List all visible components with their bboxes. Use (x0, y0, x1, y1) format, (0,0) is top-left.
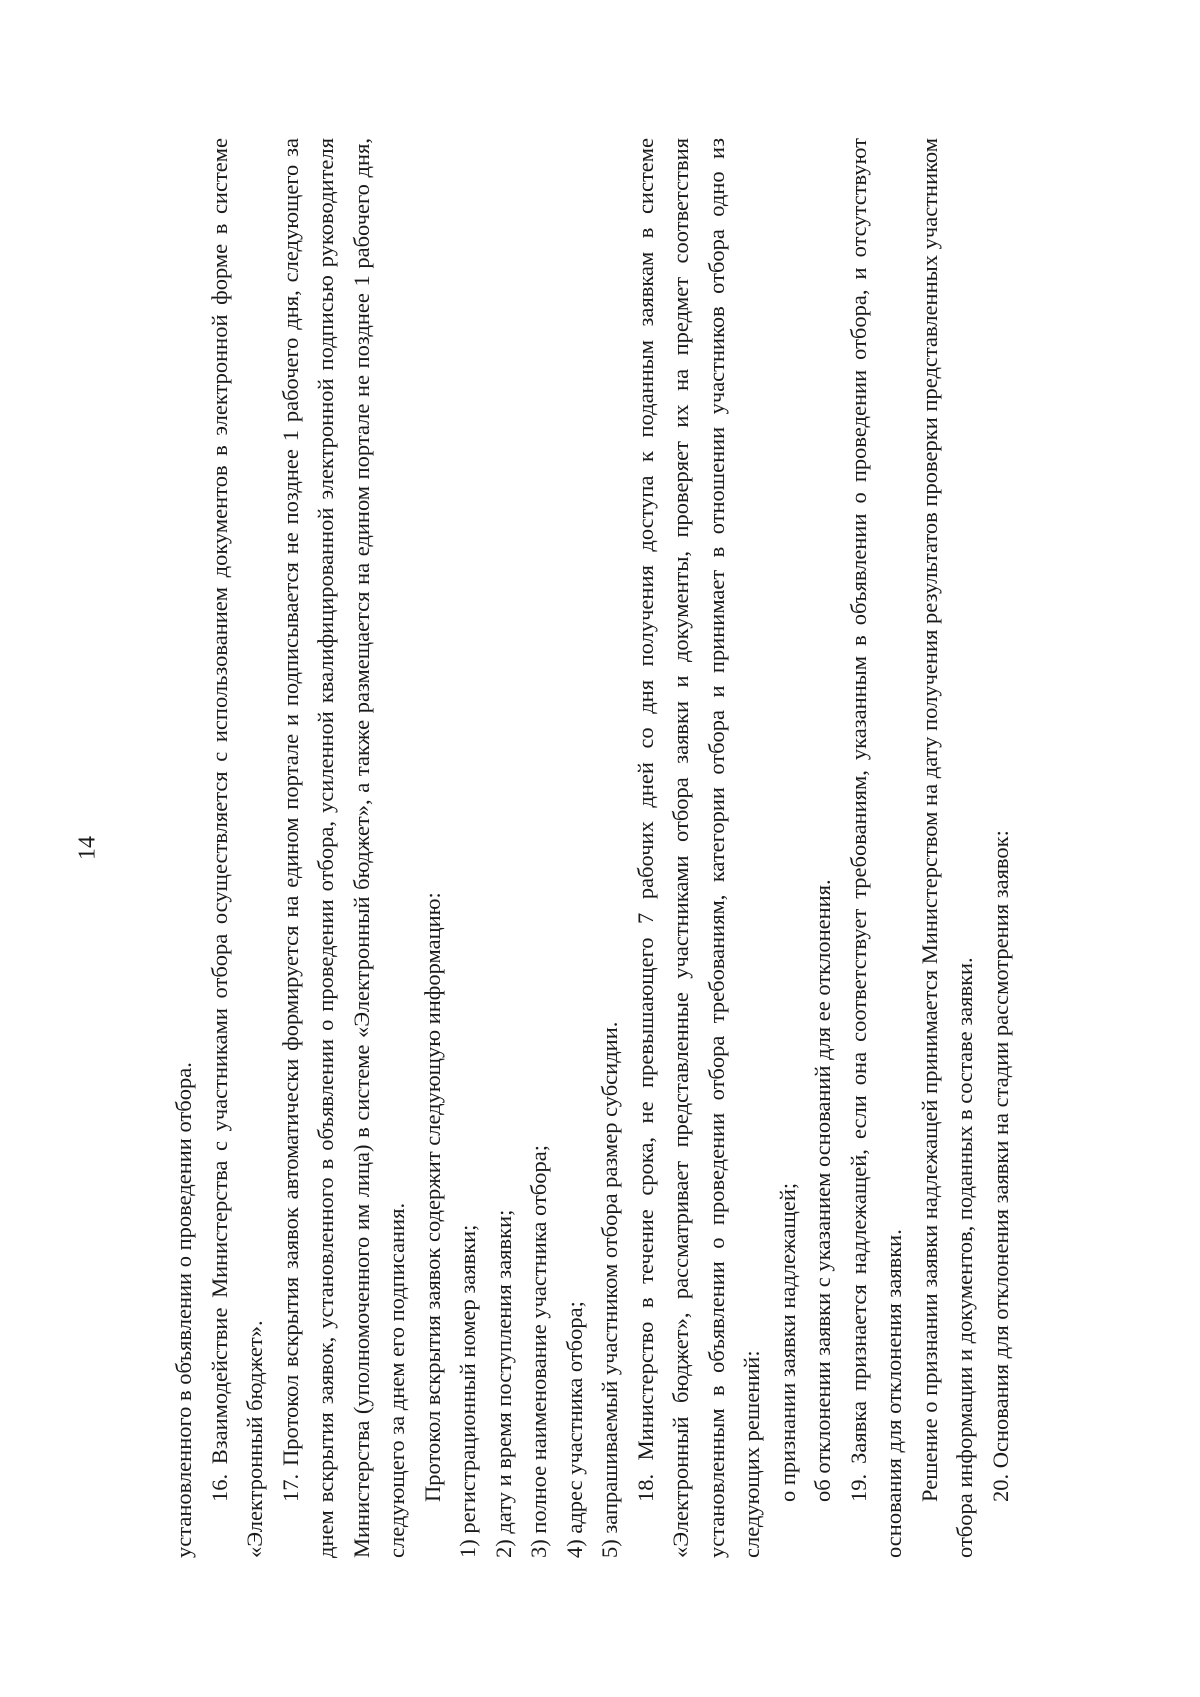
paragraph: 18. Министерство в течение срока, не превышающего 7 рабочих дней со дня получения доступа к поданным заявкам в системе «Электронный бюджет», рассматривает представленные участниками отбора заявки и документы, проверяет их на предмет соответствия установленным в объявлении о проведении отбора требованиям, категории отбора и принимает в отношении участников отбора одно из следующих решений: (632, 138, 764, 1558)
paragraph: установленного в объявлении о проведении отбора. (171, 1062, 196, 1558)
paragraph: Решение о признании заявки надлежащей принимается Министерством на дату получения результатов проверки представленных участником отбора информации и документов, поданных в составе заявки. (916, 138, 977, 1558)
list-item: 1) регистрационный номер заявки; (455, 1224, 480, 1558)
paragraph: о признании заявки надлежащей; (774, 1182, 800, 1502)
paragraph: 17. Протокол вскрытия заявок автоматически формируется на едином портале и подписывается не позднее 1 рабочего дня, следующего за днем вскрытия заявок, установленного в объявлении о проведении отбора, усиленной квалифицированной электронной подписью руководителя Министерства (уполномоченного им лица) в системе «Электронный бюджет», а также размещается на едином портале не позднее 1 рабочего дня, следующего за днем его подписания. (277, 138, 409, 1558)
list-item: 5) запрашиваемый участником отбора размер субсидии. (597, 1021, 622, 1558)
list-item: 2) дату и время поступления заявки; (490, 1209, 516, 1558)
list-item: 4) адрес участника отбора; (561, 1301, 587, 1558)
document-body (160, 138, 1040, 1558)
paragraph: об отклонении заявки с указанием оснований для ее отклонения. (810, 879, 835, 1502)
page-number: 14 (74, 836, 101, 860)
paragraph: 16. Взаимодействие Министерства с участниками отбора осуществляется с использованием документов в электронной форме в системе «Электронный бюджет». (206, 138, 267, 1558)
paragraph: Протокол вскрытия заявок содержит следующую информацию: (419, 892, 445, 1502)
paragraph: 20. Основания для отклонения заявки на стадии рассмотрения заявок: (987, 830, 1013, 1502)
paragraph: 19. Заявка признается надлежащей, если она соответствует требованиям, указанным в объявлении о проведении отбора, и отсутствуют основания для отклонения заявки. (845, 138, 906, 1558)
list-item: 3) полное наименование участника отбора; (526, 1145, 551, 1558)
